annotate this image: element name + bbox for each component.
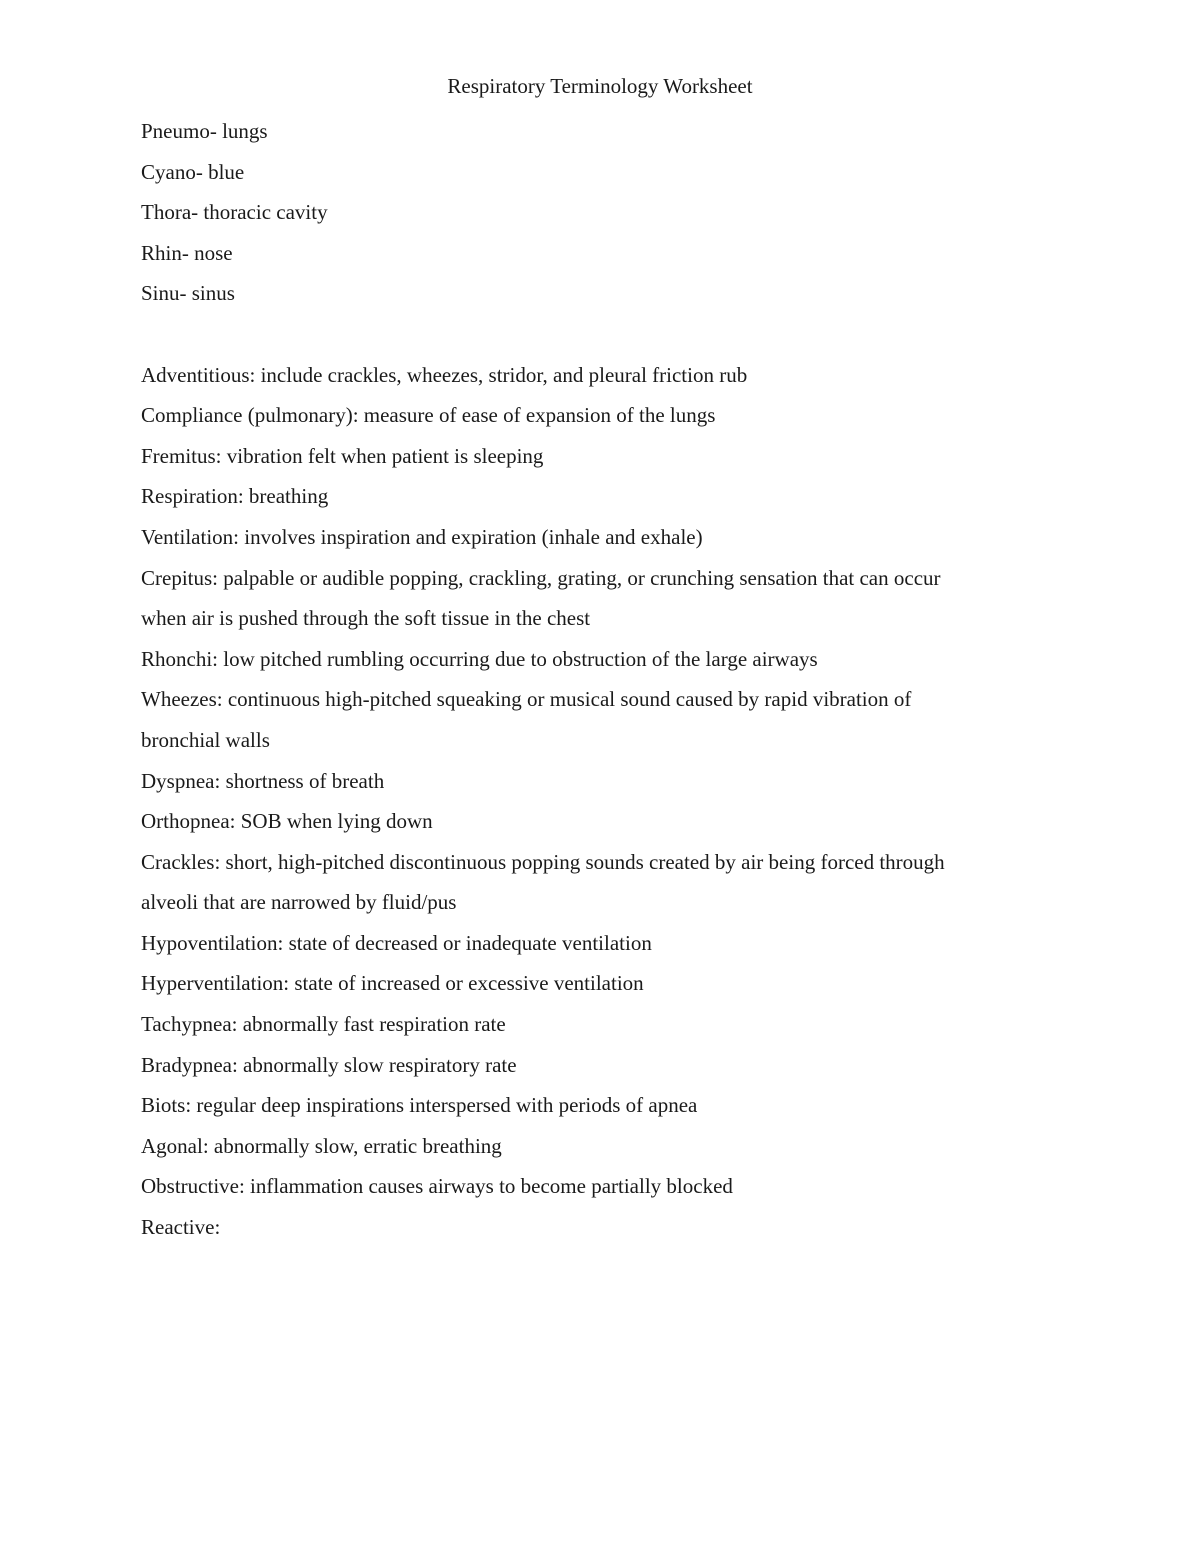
definition-item: Hyperventilation: state of increased or excessive ventilation <box>141 971 644 996</box>
definition-line: Wheezes: continuous high-pitched squeaking or musical sound caused by rapid vibration of <box>141 687 912 712</box>
definition-item <box>141 558 1056 639</box>
definition-item: Adventitious: include crackles, wheezes, stridor, and pleural friction rub <box>141 362 748 387</box>
definition-item: Rhonchi: low pitched rumbling occurring due to obstruction of the large airways <box>141 646 818 671</box>
definition-line: alveoli that are narrowed by fluid/pus <box>141 890 457 915</box>
definition-item: Tachypnea: abnormally fast respiration rate <box>141 1012 506 1037</box>
definition-item: Respiration: breathing <box>141 484 329 509</box>
definition-item: Compliance (pulmonary): measure of ease of expansion of the lungs <box>141 403 716 428</box>
definition-item: Fremitus: vibration felt when patient is sleeping <box>141 443 544 468</box>
definition-item: Obstructive: inflammation causes airways to become partially blocked <box>141 1174 733 1199</box>
page-title: Respiratory Terminology Worksheet <box>447 74 753 98</box>
definition-item: Agonal: abnormally slow, erratic breathing <box>141 1133 502 1158</box>
definition-item: Biots: regular deep inspirations interspersed with periods of apnea <box>141 1093 698 1118</box>
definition-item: Reactive: <box>141 1215 221 1240</box>
definition-list <box>141 355 1056 1248</box>
definition-item: Orthopnea: SOB when lying down <box>141 809 433 834</box>
definition-item <box>141 842 1056 923</box>
prefix-item: Thora- thoracic cavity <box>141 200 328 225</box>
prefix-list <box>141 111 1056 314</box>
prefix-item: Pneumo- lungs <box>141 119 268 143</box>
definition-line: Crackles: short, high-pitched discontinuous popping sounds created by air being forced through <box>141 849 945 874</box>
definition-item: Hypoventilation: state of decreased or inadequate ventilation <box>141 930 652 955</box>
prefix-item: Sinu- sinus <box>141 281 235 306</box>
section-spacer <box>141 314 1056 355</box>
definition-line: bronchial walls <box>141 727 270 752</box>
worksheet-body <box>141 111 1056 1248</box>
prefix-item: Rhin- nose <box>141 240 233 265</box>
definition-item <box>141 679 1056 760</box>
definition-item: Ventilation: involves inspiration and expiration (inhale and exhale) <box>141 524 703 549</box>
definition-item: Dyspnea: shortness of breath <box>141 768 385 793</box>
definition-item: Bradypnea: abnormally slow respiratory rate <box>141 1052 517 1077</box>
definition-line: Crepitus: palpable or audible popping, crackling, grating, or crunching sensation that can occur <box>141 565 941 590</box>
definition-line: when air is pushed through the soft tissue in the chest <box>141 606 591 631</box>
prefix-item: Cyano- blue <box>141 159 245 184</box>
